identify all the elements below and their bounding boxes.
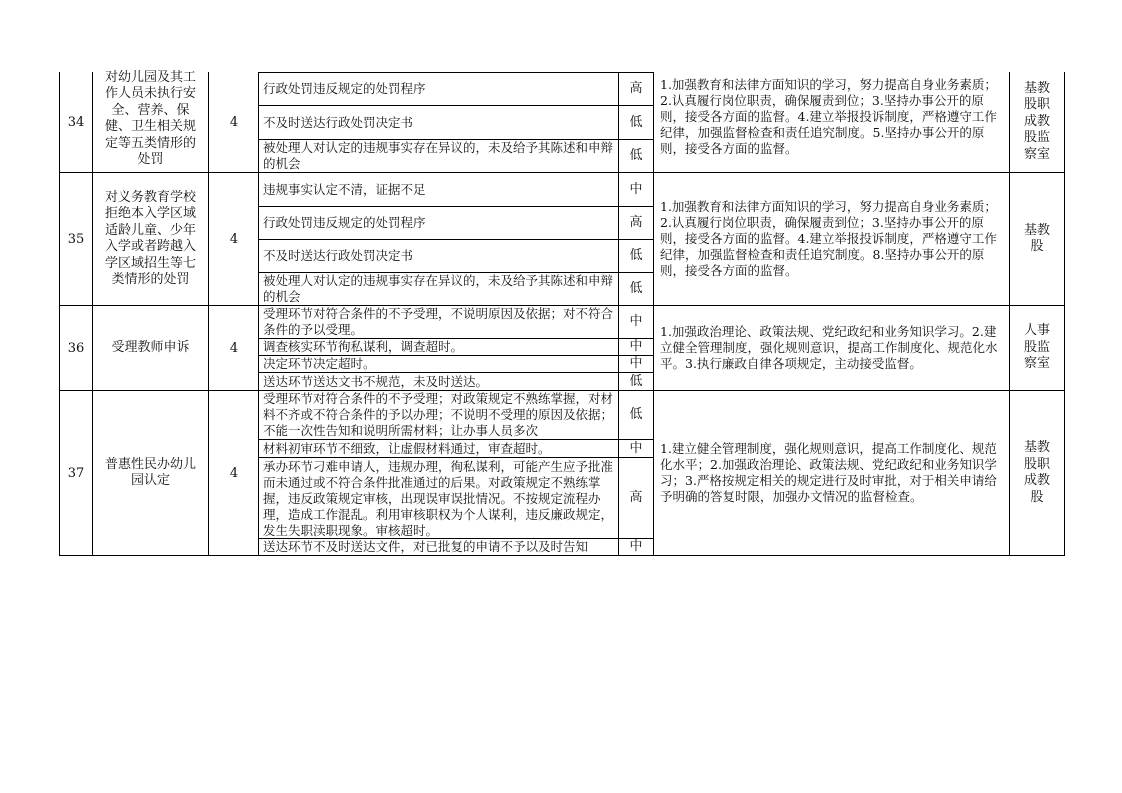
grid-line (59, 172, 1065, 173)
grid-line (258, 457, 654, 458)
row-36-risk-2: 调查核实环节徇私谋利，调查超时。 (263, 339, 464, 354)
row-34-risk-1: 行政处罚违反规定的处罚程序 (263, 80, 426, 96)
row-37-risk-4-level: 中 (629, 539, 643, 554)
grid-line (258, 139, 654, 140)
row-34-item: 对幼儿园及其工作人员未执行安全、营养、保健、卫生相关规定等五类情形的处罚 (104, 69, 196, 167)
row-35-risk-4-level: 低 (629, 281, 643, 296)
row-35-risk-4: 被处理人对认定的违规事实存在异议的，未及给予其陈述和申辩的机会 (263, 273, 614, 304)
row-37-risk-3-level: 高 (629, 490, 643, 505)
row-37-risk-1: 受理环节对符合条件的不予受理；对政策规定不熟练掌握，对材料不齐或不符合条件的予以办理；不说明不受理的原因及依据；不能一次性告知和说明所需材料；让办事人员多次 (263, 391, 614, 438)
grid-line (258, 239, 654, 240)
row-36-risk-1: 受理环节对符合条件的不予受理，不说明原因及依据；对不符合条件的予以受理。 (263, 306, 614, 337)
row-34-risk-3: 被处理人对认定的违规事实存在异议的，未及给予其陈述和申辩的机会 (263, 140, 614, 171)
row-35-number: 35 (67, 231, 85, 247)
row-37-risk-3: 承办环节刁难申请人，违规办理，徇私谋利，可能产生应予批准而未通过或不符合条件批准通过的后果。对政策规定不熟练掌握，违反政策规定审核，出现误审误批情况。不按规定流程办理，造成工作混乱。利用审核职权为个人谋利，违反廉政规定，发生失职渎职现象。审核超时。 (263, 459, 614, 538)
row-37-department: 基教股职成教股 (1023, 440, 1050, 505)
row-35-risk-3: 不及时送达行政处罚决定书 (263, 248, 414, 263)
grid-line (258, 538, 654, 539)
row-34-risk-2-level: 低 (629, 114, 643, 130)
row-36-risk-1-level: 中 (629, 314, 643, 329)
row-37-number: 37 (67, 465, 85, 481)
row-35-department: 基教股 (1023, 222, 1050, 254)
grid-line (258, 272, 654, 273)
grid-line (59, 72, 60, 556)
row-37-measures: 1.建立健全管理制度，强化规则意识，提高工作制度化、规范化水平；2.加强政治理论、政策法规、党纪政纪和业务知识学习；3.严格按规定相关的规定进行及时审批，对于相关申请给予明确的答复时限，加强办文情况的监督检查。 (660, 441, 997, 504)
grid-line (653, 72, 654, 556)
grid-line (258, 206, 654, 207)
row-36-risk-3-level: 中 (629, 356, 643, 371)
row-37-risk-2: 材料初审环节不细致，让虚假材料通过，审查超时。 (263, 440, 551, 456)
row-34-risk-1-level: 高 (629, 80, 643, 96)
row-36-risk-4-level: 低 (629, 373, 643, 389)
row-36-count: 4 (229, 340, 239, 356)
grid-line (1009, 72, 1010, 556)
row-37-risk-2-level: 中 (629, 440, 643, 456)
row-34-count: 4 (229, 114, 239, 130)
grid-line (1064, 72, 1065, 556)
grid-line (258, 372, 654, 373)
row-36-risk-3: 决定环节决定超时。 (263, 356, 376, 371)
grid-line (258, 72, 654, 73)
row-34-department: 基教股职成教股监察室 (1023, 80, 1050, 162)
row-35-risk-1: 违规事实认定不清，证据不足 (263, 181, 426, 197)
row-37-item: 普惠性民办幼儿园认定 (104, 456, 196, 488)
grid-line (618, 72, 619, 556)
row-34-measures: 1.加强教育和法律方面知识的学习，努力提高自身业务素质；2.认真履行岗位职责，确保履责到位；3.坚持办事公开的原则，接受各方面的监督。4.建立举报投诉制度，严格遵守工作纪律，加强监督检查和责任追究制度。5.坚持办事公开的原则，接受各方面的监督。 (660, 77, 997, 156)
grid-line (59, 305, 1065, 306)
row-37-risk-4: 送达环节不及时送达文件，对已批复的申请不予以及时告知 (263, 539, 589, 554)
grid-line (258, 105, 654, 106)
row-36-risk-4: 送达环节送达文书不规范，未及时送达。 (263, 373, 489, 389)
row-35-risk-2: 行政处罚违反规定的处罚程序 (263, 215, 426, 230)
row-37-count: 4 (229, 465, 239, 481)
grid-line (258, 355, 654, 356)
row-34-number: 34 (67, 114, 85, 130)
row-36-item: 受理教师申诉 (111, 339, 190, 355)
grid-line (59, 555, 1065, 556)
grid-line (258, 338, 654, 339)
row-35-risk-2-level: 高 (629, 215, 643, 230)
grid-line (258, 439, 654, 440)
grid-line (59, 390, 1065, 391)
row-36-risk-2-level: 中 (629, 339, 643, 354)
row-35-item: 对义务教育学校拒绝本入学区域适龄儿童、少年入学或者跨越入学区域招生等七类情形的处罚 (104, 189, 196, 287)
row-35-risk-3-level: 低 (629, 248, 643, 263)
row-34-risk-2: 不及时送达行政处罚决定书 (263, 114, 414, 130)
row-37-risk-1-level: 低 (629, 407, 643, 422)
row-35-count: 4 (229, 231, 239, 247)
grid-line (208, 72, 209, 556)
row-35-measures: 1.加强教育和法律方面知识的学习，努力提高自身业务素质；2.认真履行岗位职责，确保履责到位；3.坚持办事公开的原则，接受各方面的监督。4.建立举报投诉制度，严格遵守工作纪律，加强监督检查和责任追究制度。8.坚持办事公开的原则，接受各方面的监督。 (660, 199, 997, 278)
row-35-risk-1-level: 中 (629, 181, 643, 197)
grid-line (92, 72, 93, 556)
row-36-number: 36 (67, 340, 85, 356)
grid-line (258, 72, 259, 556)
row-36-department: 人事股监察室 (1023, 323, 1050, 372)
row-36-measures: 1.加强政治理论、政策法规、党纪政纪和业务知识学习。2.建立健全管理制度，强化规则意识，提高工作制度化、规范化水平。3.执行廉政自律各项规定，主动接受监督。 (660, 324, 998, 371)
row-34-risk-3-level: 低 (629, 148, 643, 163)
